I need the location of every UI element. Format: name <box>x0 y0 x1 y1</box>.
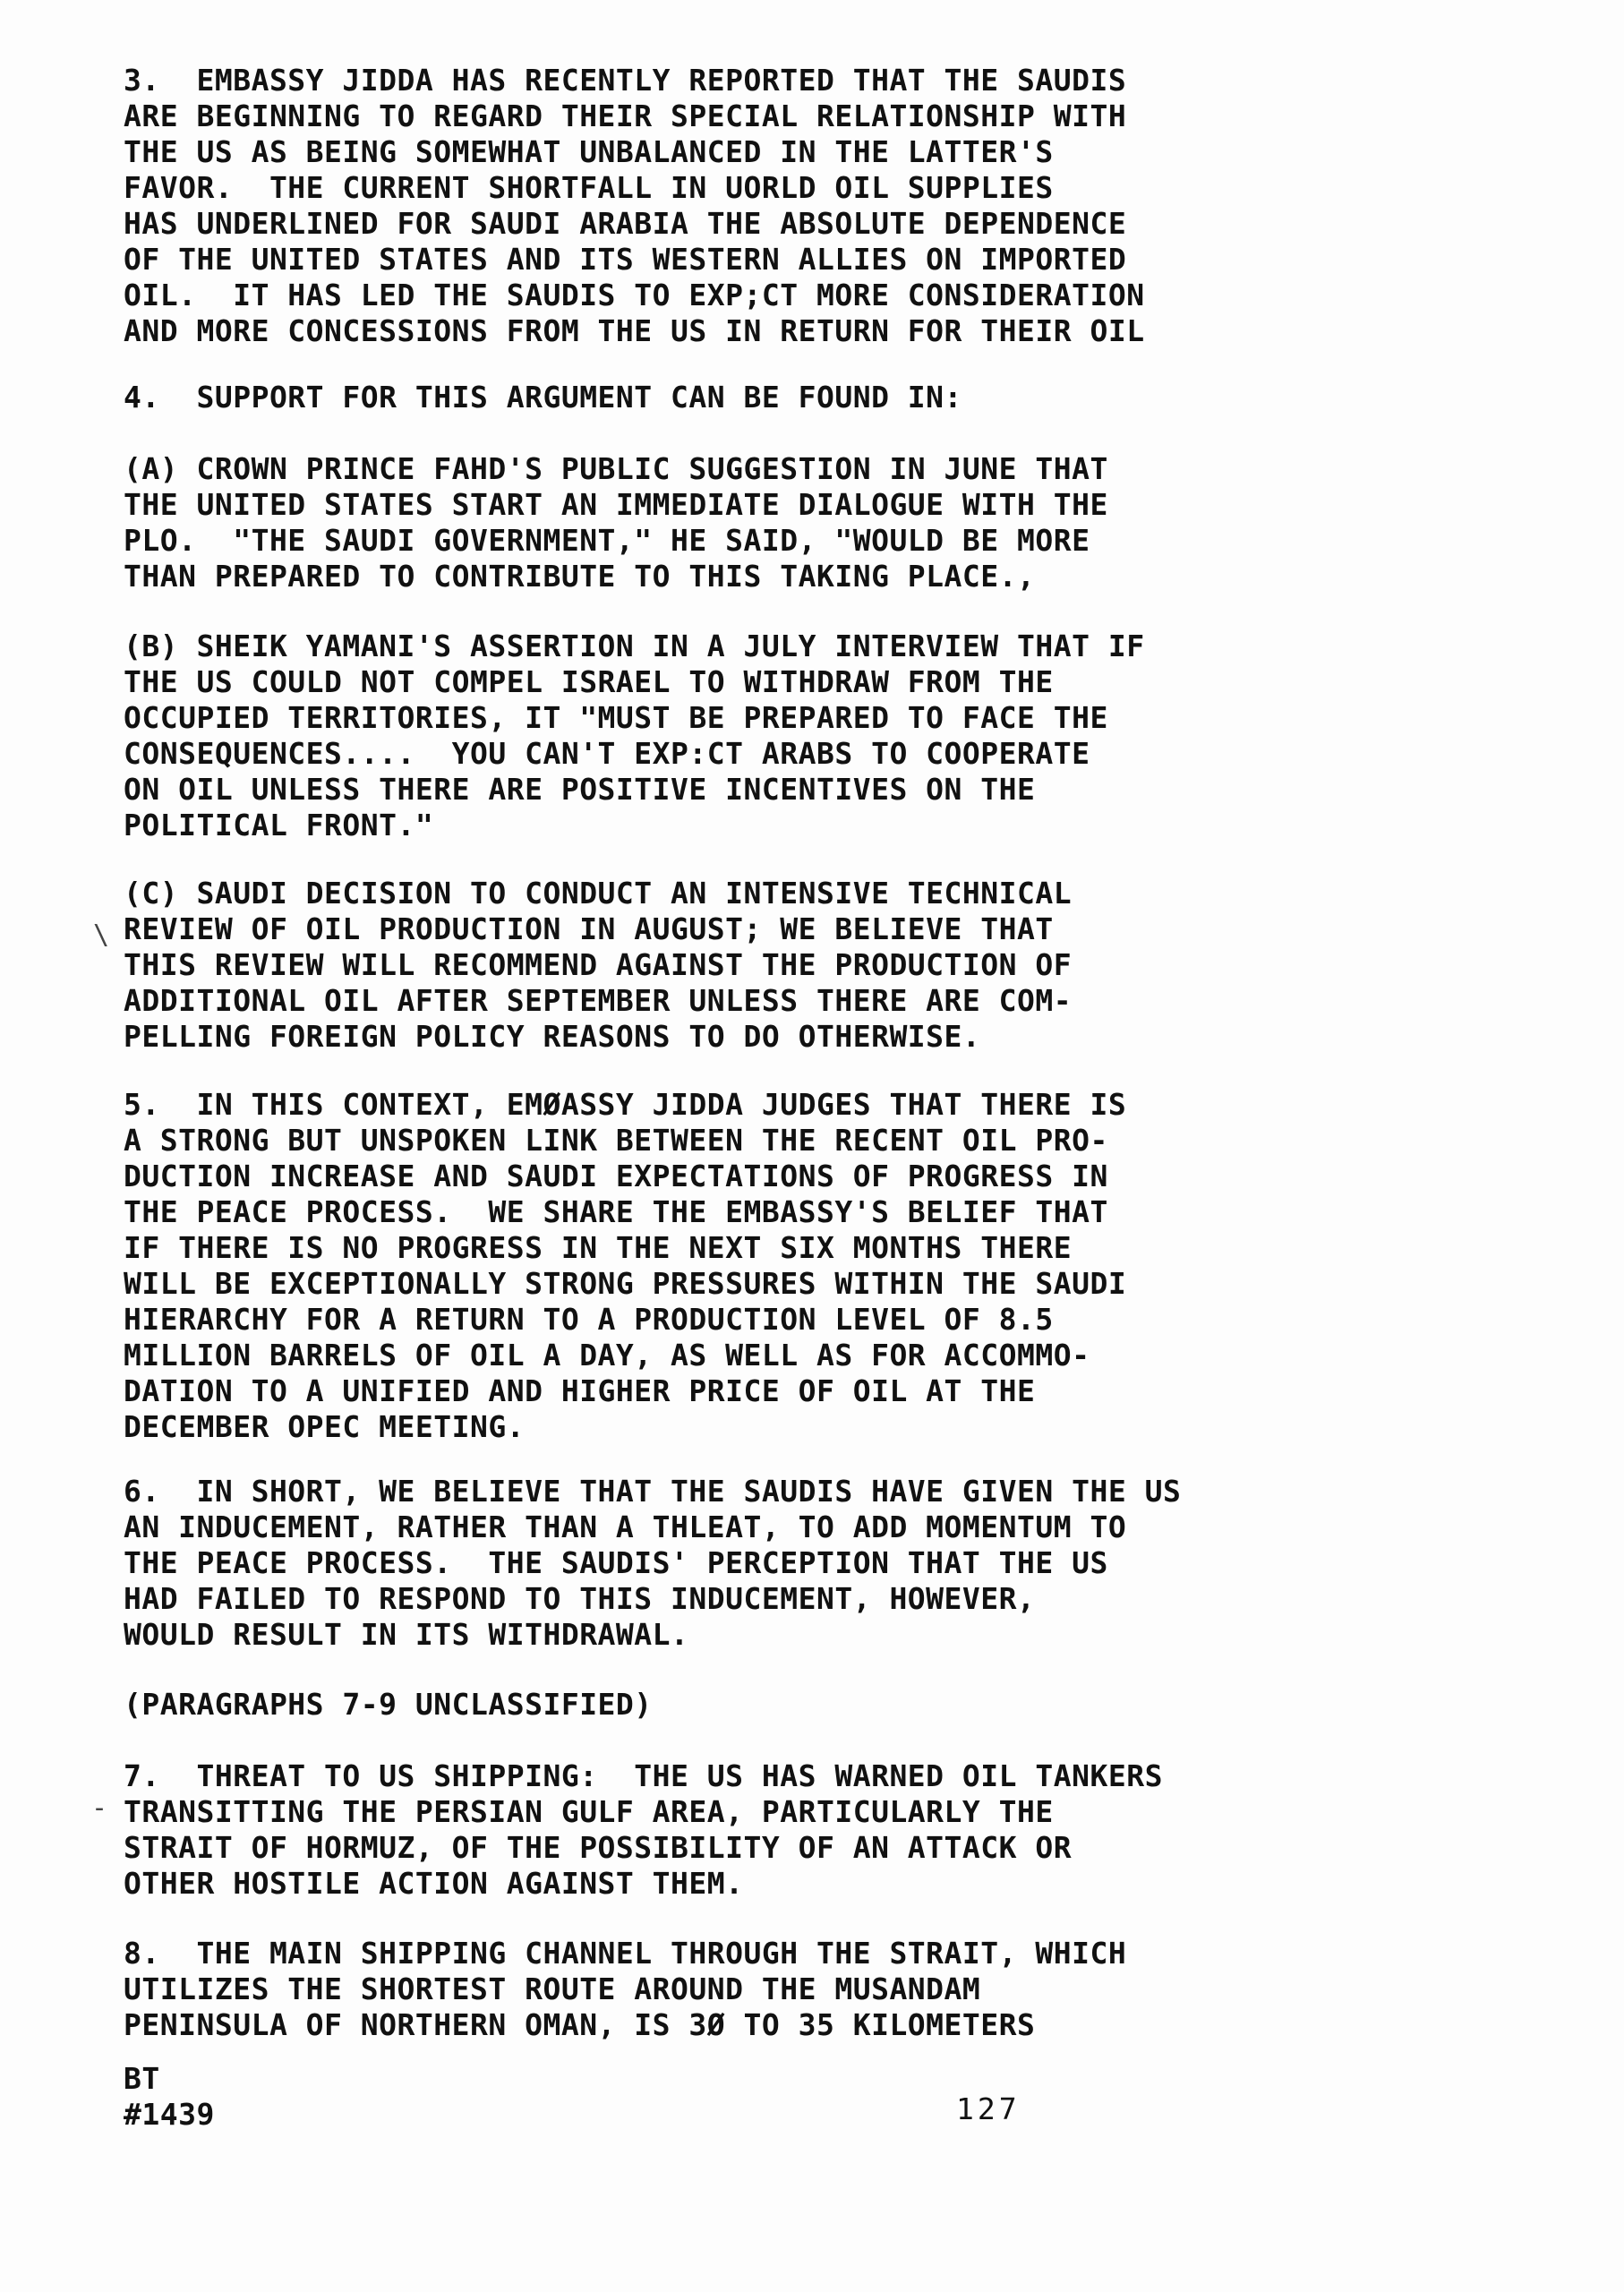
footer-routing-lines <box>124 2061 215 2133</box>
scan-mark-dash: - <box>91 1792 108 1824</box>
text-line: WILL BE EXCEPTIONALLY STRONG PRESSURES WITHIN THE SAUDI <box>124 1266 1127 1301</box>
text-line: CONSEQUENCES.... YOU CAN'T EXP:CT ARABS TO COOPERATE <box>124 736 1090 771</box>
text-line: THE UNITED STATES START AN IMMEDIATE DIALOGUE WITH THE <box>124 487 1108 522</box>
text-line: 5. IN THIS CONTEXT, EMØASSY JIDDA JUDGES THAT THERE IS <box>124 1087 1127 1122</box>
text-line: 3. EMBASSY JIDDA HAS RECENTLY REPORTED THAT THE SAUDIS <box>124 63 1127 98</box>
text-line: ADDITIONAL OIL AFTER SEPTEMBER UNLESS THERE ARE COM- <box>124 983 1073 1018</box>
paragraph-3 <box>124 63 1395 349</box>
scan-mark-left: \ <box>93 919 110 951</box>
text-line: ON OIL UNLESS THERE ARE POSITIVE INCENTIVES ON THE <box>124 772 1036 807</box>
text-line: OIL. IT HAS LED THE SAUDIS TO EXP;CT MORE CONSIDERATION <box>124 278 1145 312</box>
text-line: THE PEACE PROCESS. WE SHARE THE EMBASSY'S BELIEF THAT <box>124 1194 1108 1229</box>
footer-line: #1439 <box>124 2097 215 2132</box>
paragraph-6 <box>124 1474 1395 1653</box>
page-number: 127 <box>956 2091 1021 2126</box>
text-line: OCCUPIED TERRITORIES, IT "MUST BE PREPARED TO FACE THE <box>124 700 1108 735</box>
text-line: OTHER HOSTILE ACTION AGAINST THEM. <box>124 1866 744 1901</box>
text-line: DUCTION INCREASE AND SAUDI EXPECTATIONS OF PROGRESS IN <box>124 1159 1108 1193</box>
text-line: POLITICAL FRONT." <box>124 808 434 842</box>
text-line: PELLING FOREIGN POLICY REASONS TO DO OTHERWISE. <box>124 1019 981 1054</box>
text-line: UTILIZES THE SHORTEST ROUTE AROUND THE MUSANDAM <box>124 1971 981 2006</box>
text-line: OF THE UNITED STATES AND ITS WESTERN ALLIES ON IMPORTED <box>124 242 1127 277</box>
text-line: THE US COULD NOT COMPEL ISRAEL TO WITHDRAW FROM THE <box>124 664 1054 699</box>
text-line: (PARAGRAPHS 7-9 UNCLASSIFIED) <box>124 1687 653 1722</box>
paragraph-4b <box>124 629 1395 843</box>
text-line: A STRONG BUT UNSPOKEN LINK BETWEEN THE RECENT OIL PRO- <box>124 1123 1108 1158</box>
text-line: (A) CROWN PRINCE FAHD'S PUBLIC SUGGESTION IN JUNE THAT <box>124 451 1108 486</box>
paragraph-4c <box>124 876 1395 1055</box>
text-line: HAD FAILED TO RESPOND TO THIS INDUCEMENT, HOWEVER, <box>124 1581 1036 1616</box>
text-line: AND MORE CONCESSIONS FROM THE US IN RETURN FOR THEIR OIL <box>124 313 1145 348</box>
text-line: FAVOR. THE CURRENT SHORTFALL IN UORLD OIL SUPPLIES <box>124 170 1054 205</box>
text-line: 4. SUPPORT FOR THIS ARGUMENT CAN BE FOUND IN: <box>124 380 962 415</box>
text-line: HIERARCHY FOR A RETURN TO A PRODUCTION LEVEL OF 8.5 <box>124 1302 1054 1337</box>
paragraph-8 <box>124 1936 1395 2043</box>
text-line: PLO. "THE SAUDI GOVERNMENT," HE SAID, "WOULD BE MORE <box>124 523 1090 558</box>
text-line: STRAIT OF HORMUZ, OF THE POSSIBILITY OF AN ATTACK OR <box>124 1830 1073 1865</box>
text-line: HAS UNDERLINED FOR SAUDI ARABIA THE ABSOLUTE DEPENDENCE <box>124 206 1127 241</box>
paragraph-4a <box>124 451 1395 594</box>
paragraph-7 <box>124 1758 1395 1902</box>
text-line: 6. IN SHORT, WE BELIEVE THAT THE SAUDIS HAVE GIVEN THE US <box>124 1474 1182 1509</box>
text-line: 7. THREAT TO US SHIPPING: THE US HAS WARNED OIL TANKERS <box>124 1758 1163 1793</box>
text-line: DECEMBER OPEC MEETING. <box>124 1409 526 1444</box>
paragraph-unclassified-note <box>124 1687 1395 1723</box>
paragraph-5 <box>124 1087 1395 1445</box>
text-line: (C) SAUDI DECISION TO CONDUCT AN INTENSIVE TECHNICAL <box>124 876 1073 911</box>
text-line: 8. THE MAIN SHIPPING CHANNEL THROUGH THE STRAIT, WHICH <box>124 1936 1127 1971</box>
text-line: (B) SHEIK YAMANI'S ASSERTION IN A JULY INTERVIEW THAT IF <box>124 629 1145 663</box>
text-line: THAN PREPARED TO CONTRIBUTE TO THIS TAKING PLACE., <box>124 559 1036 594</box>
text-line: TRANSITTING THE PERSIAN GULF AREA, PARTICULARLY THE <box>124 1794 1054 1829</box>
text-line: THIS REVIEW WILL RECOMMEND AGAINST THE PRODUCTION OF <box>124 947 1073 982</box>
text-line: PENINSULA OF NORTHERN OMAN, IS 3Ø TO 35 KILOMETERS <box>124 2007 1036 2042</box>
text-line: REVIEW OF OIL PRODUCTION IN AUGUST; WE BELIEVE THAT <box>124 911 1054 946</box>
text-line: MILLION BARRELS OF OIL A DAY, AS WELL AS FOR ACCOMMO- <box>124 1338 1090 1373</box>
footer-line: BT <box>124 2061 160 2096</box>
text-line: THE PEACE PROCESS. THE SAUDIS' PERCEPTION THAT THE US <box>124 1545 1108 1580</box>
text-line: IF THERE IS NO PROGRESS IN THE NEXT SIX MONTHS THERE <box>124 1230 1073 1265</box>
paragraph-4 <box>124 380 1395 415</box>
text-line: THE US AS BEING SOMEWHAT UNBALANCED IN THE LATTER'S <box>124 134 1054 169</box>
text-line: AN INDUCEMENT, RATHER THAN A THLEAT, TO ADD MOMENTUM TO <box>124 1509 1127 1544</box>
text-line: WOULD RESULT IN ITS WITHDRAWAL. <box>124 1617 689 1652</box>
text-line: DATION TO A UNIFIED AND HIGHER PRICE OF OIL AT THE <box>124 1373 1036 1408</box>
text-line: ARE BEGINNING TO REGARD THEIR SPECIAL RELATIONSHIP WITH <box>124 98 1127 133</box>
